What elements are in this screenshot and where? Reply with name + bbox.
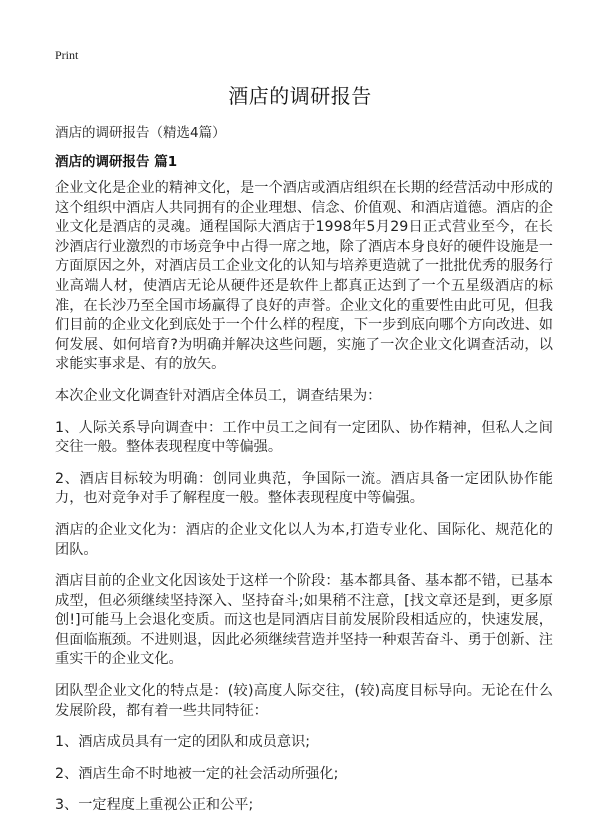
paragraph-team-culture: 团队型企业文化的特点是：(较)高度人际交往，(较)高度目标导向。无论在什么发展阶段，都有着一些共同特征： (55, 683, 553, 719)
paragraph-finding-1: 1、人际关系导向调查中：工作中员工之间有一定团队、协作精神，但私人之间交往一般。整体表现程度中等偏强。 (55, 419, 553, 456)
document-subtitle: 酒店的调研报告（精选4篇） (55, 125, 226, 141)
list-item-1: 1、酒店成员具有一定的团队和成员意识; (55, 734, 310, 751)
document-body (55, 179, 553, 828)
list-item-3: 3、一定程度上重视公正和公平; (55, 797, 254, 814)
list-item-2: 2、酒店生命不时地被一定的社会活动所强化; (55, 765, 339, 782)
document-title: 酒店的调研报告 (228, 84, 372, 108)
section-heading: 酒店的调研报告 篇1 (55, 154, 178, 170)
print-label: Print (55, 48, 79, 62)
paragraph-current-stage: 酒店目前的企业文化因该处于这样一个阶段：基本都具备、基本都不错，已基本成型，但必须继续坚持深入、坚持奋斗;如果稍不注意，[找文章还是到，更多原创!]可能马上会退化变质。而这也是同酒店目前发展阶段相适应的，快速发展，但面临瓶颈。不进则退，因此必须继续营造并坚持一种艰苦奋斗、勇于创新、注重实干的企业文化。 (55, 573, 553, 668)
paragraph-finding-2: 2、酒店目标较为明确：创同业典范，争国际一流。酒店具备一定团队协作能力，也对竞争对手了解程度一般。整体表现程度中等偏强。 (55, 470, 553, 507)
paragraph-survey-scope: 本次企业文化调查针对酒店全体员工，调查结果为： (55, 387, 382, 404)
paragraph-culture-statement: 酒店的企业文化为：酒店的企业文化以人为本,打造专业化、国际化、规范化的团队。 (55, 521, 553, 558)
paragraph-intro: 企业文化是企业的精神文化，是一个酒店或酒店组织在长期的经营活动中形成的这个组织中酒店人共同拥有的企业理想、信念、价值观、和酒店道德。酒店的企业文化是酒店的灵魂。通程国际大酒店于1998年5月29日正式营业至今，在长沙酒店行业激烈的市场竞争中占得一席之地，除了酒店本身良好的硬件设施是一方面原因之外，对酒店员工企业文化的认知与培养更造就了一批批优秀的服务行业高端人材，使酒店无论从硬件还是软件上都真正达到了一个五星级酒店的标准，在长沙乃至全国市场赢得了良好的声誉。企业文化的重要性由此可见，但我们目前的企业文化到底处于一个什么样的程度，下一步到底向哪个方向改进、如何发展、如何培育?为明确并解决这些问题，实施了一次企业文化调查活动，以求能实事求是、有的放矢。 (55, 180, 553, 373)
